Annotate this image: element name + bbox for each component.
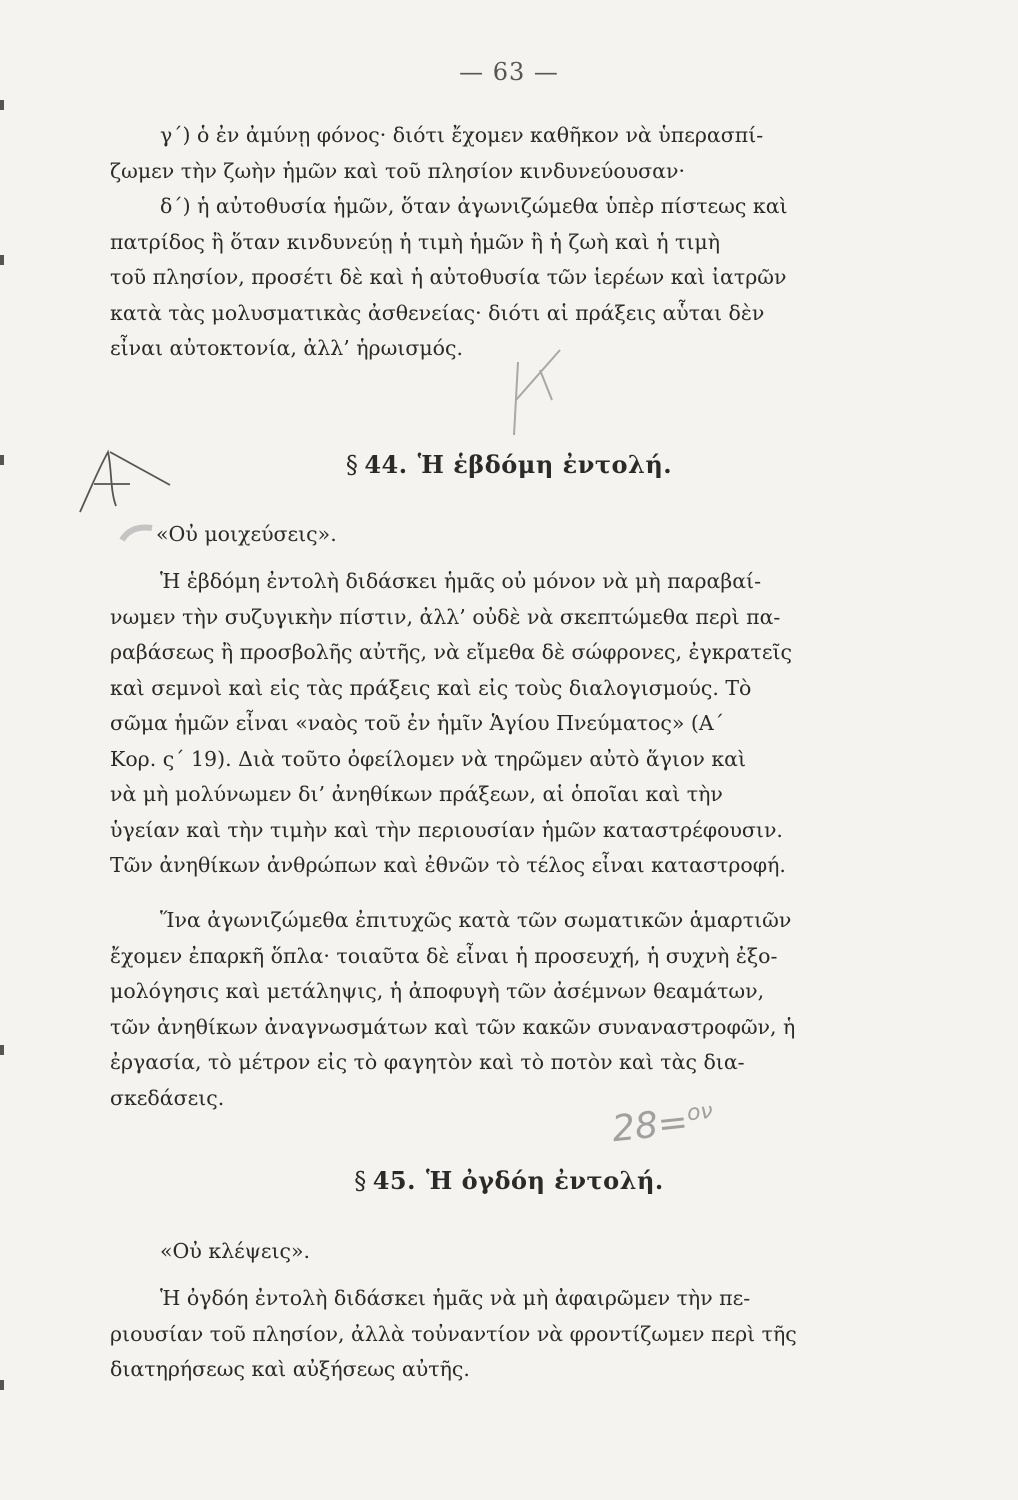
text-line: τοῦ πλησίον, προσέτι δὲ καὶ ἡ αὐτοθυσία τῶν ἱερέων καὶ ἰατρῶν	[110, 265, 787, 289]
text-line: Κορ. ς΄ 19). Διὰ τοῦτο ὀφείλομεν νὰ τηρῶμεν αὐτὸ ἅγιον καὶ	[110, 746, 747, 771]
pencil-smudge	[118, 518, 158, 548]
page-number: — 63 —	[459, 58, 559, 86]
text-line: Τῶν ἀνηθίκων ἀνθρώπων καὶ ἐθνῶν τὸ τέλος εἶναι καταστροφή.	[110, 853, 786, 877]
section-44-paragraph-1	[110, 564, 890, 884]
text-line: δ΄) ἡ αὐτοθυσία ἡμῶν, ὅταν ἀγωνιζώμεθα ὑπὲρ πίστεως καὶ	[160, 194, 788, 218]
text-line: ζωμεν τὴν ζωὴν ἡμῶν καὶ τοῦ πλησίον κινδυνεύουσαν·	[110, 158, 685, 183]
text-line: σῶμα ἡμῶν εἶναι «ναὸς τοῦ ἐν ἡμῖν Ἁγίου Πνεύματος» (Α΄	[110, 711, 724, 735]
commandment-quote: «Οὐ κλέψεις».	[160, 1239, 311, 1263]
pencil-price-suffix: ον	[685, 1098, 714, 1127]
margin-mark	[0, 1380, 4, 1390]
text-line: Ἡ ὀγδόη ἐντολὴ διδάσκει ἡμᾶς νὰ μὴ ἀφαιρῶμεν τὴν πε-	[160, 1286, 751, 1310]
text-line: τῶν ἀνηθίκων ἀναγνωσμάτων καὶ τῶν κακῶν συναναστροφῶν, ἡ	[110, 1014, 796, 1039]
section-title: Ἡ ὀγδόη ἐντολή.	[425, 1166, 664, 1195]
text-line: ἔχομεν ἐπαρκῆ ὅπλα· τοιαῦτα δὲ εἶναι ἡ προσευχή, ἡ συχνὴ ἐξο-	[110, 943, 778, 968]
section-symbol: §	[354, 1167, 367, 1195]
section-number: 44.	[364, 450, 408, 479]
margin-mark	[0, 255, 4, 265]
section-number: 45.	[372, 1166, 416, 1195]
text-line: ριουσίαν τοῦ πλησίον, ἀλλὰ τοὐναντίον νὰ φροντίζωμεν περὶ τῆς	[110, 1321, 797, 1346]
section-44-paragraph-2	[110, 903, 890, 1116]
text-line: μολόγησις καὶ μετάληψις, ἡ ἀποφυγὴ τῶν ἀσέμνων θεαμάτων,	[110, 979, 765, 1003]
margin-mark	[0, 100, 4, 110]
text-line: καὶ σεμνοὶ καὶ εἰς τὰς πράξεις καὶ εἰς τοὺς διαλογισμούς. Τὸ	[110, 675, 752, 700]
text-line: διατηρήσεως καὶ αὐξήσεως αὐτῆς.	[110, 1357, 470, 1381]
text-line: εἶναι αὐτοκτονία, ἀλλ’ ἡρωισμός.	[110, 336, 463, 360]
text-line: σκεδάσεις.	[110, 1085, 225, 1110]
text-line: γ΄) ὁ ἐν ἀμύνῃ φόνος· διότι ἔχομεν καθῆκον νὰ ὑπερασπί-	[160, 123, 764, 147]
pencil-check-mark	[500, 340, 580, 450]
text-line: Ἵνα ἀγωνιζώμεθα ἐπιτυχῶς κατὰ τῶν σωματικῶν ἁμαρτιῶν	[160, 908, 792, 932]
pencil-monogram	[70, 440, 180, 520]
section-45-paragraph-1	[110, 1281, 890, 1388]
text-line: ὑγείαν καὶ τὴν τιμὴν καὶ τὴν περιουσίαν ἡμῶν καταστρέφουσιν.	[110, 817, 783, 842]
section-symbol: §	[345, 451, 359, 479]
section-title: Ἡ ἑβδόμη ἐντολή.	[417, 450, 673, 479]
text-line: ραβάσεως ἢ προσβολῆς αὐτῆς, νὰ εἴμεθα δὲ σώφρονες, ἐγκρατεῖς	[110, 640, 792, 664]
section-45-heading	[0, 1166, 1018, 1195]
commandment-quote: «Οὐ μοιχεύσεις».	[156, 522, 337, 546]
margin-mark	[0, 1045, 4, 1055]
section-44-quote	[110, 522, 890, 546]
item-gamma	[110, 118, 890, 189]
text-line: νὰ μὴ μολύνωμεν δι’ ἀνηθίκων πράξεων, αἱ ὁποῖαι καὶ τὴν	[110, 782, 723, 806]
text-line: νωμεν τὴν συζυγικὴν πίστιν, ἀλλ’ οὐδὲ νὰ σκεπτώμεθα περὶ πα-	[110, 604, 781, 629]
pencil-price: 28=	[610, 1101, 690, 1151]
text-line: ἐργασία, τὸ μέτρον εἰς τὸ φαγητὸν καὶ τὸ ποτὸν καὶ τὰς δια-	[110, 1050, 745, 1074]
text-line: πατρίδος ἢ ὅταν κινδυνεύῃ ἡ τιμὴ ἡμῶν ἢ ἡ ζωὴ καὶ ἡ τιμὴ	[110, 229, 721, 254]
text-line: Ἡ ἑβδόμη ἐντολὴ διδάσκει ἡμᾶς οὐ μόνον νὰ μὴ παραβαί-	[160, 569, 762, 593]
text-line: κατὰ τὰς μολυσματικὰς ἀσθενείας· διότι αἱ πράξεις αὗται δὲν	[110, 300, 765, 325]
section-45-quote	[110, 1239, 890, 1263]
